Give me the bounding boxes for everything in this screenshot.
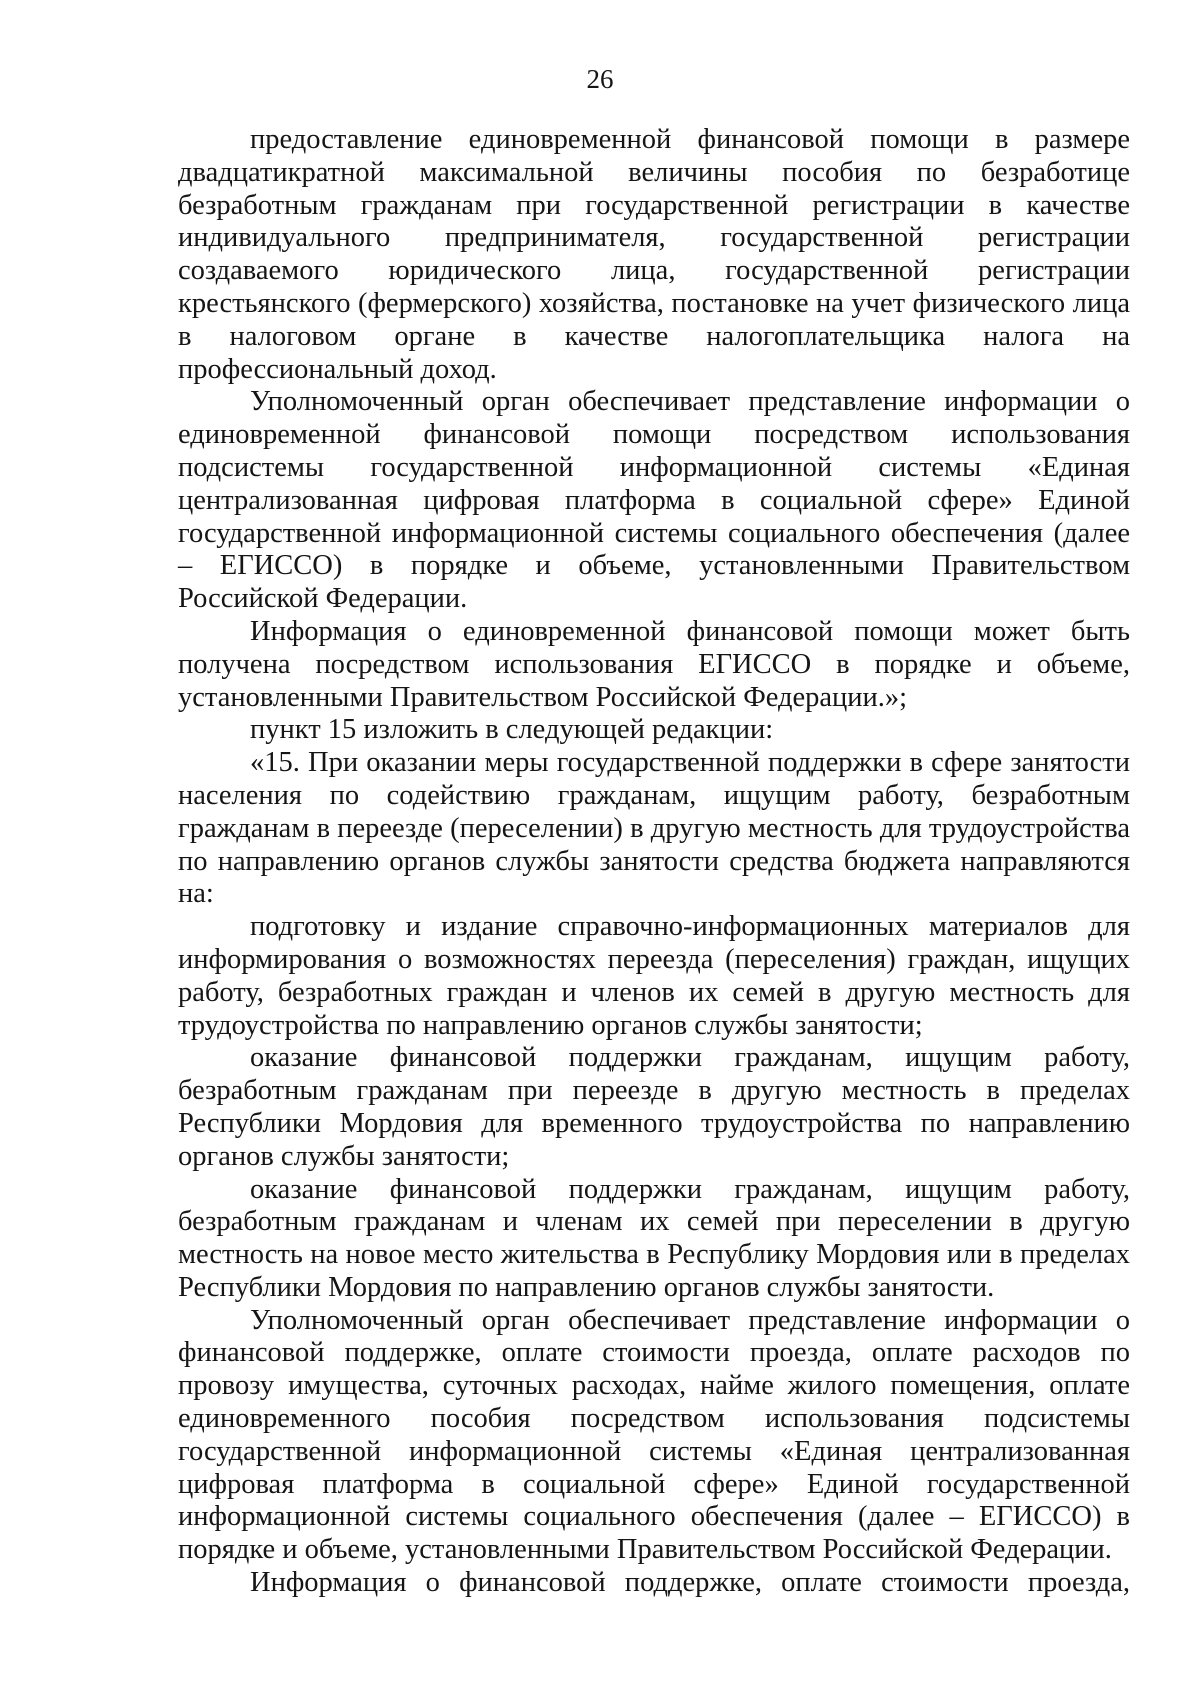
paragraph-information-materials: подготовку и издание справочно-информационных материалов для информирования о возможностях переезда (переселения) граждан, ищущих работу, безработных граждан и членов их семей в другую местность для трудоустройства по направлению органов службы занятости; (178, 911, 1130, 1041)
paragraph-continued-information: Информация о финансовой поддержке, оплате стоимости проезда, (250, 1567, 1130, 1599)
paragraph-clause-15-instruction: пункт 15 изложить в следующей редакции: (250, 714, 774, 746)
paragraph-resettlement-support: оказание финансовой поддержки гражданам, ищущим работу, безработным гражданам и членам их семей при переселении в другую местность на новое место жительства в Республику Мордовия или в пределах Республики Мордовия по направлению органов службы занятости. (178, 1173, 1130, 1303)
paragraph-egisso-lump-sum-access: Информация о единовременной финансовой помощи может быть получена посредством использования ЕГИССО в порядке и объеме, установленными Правительством Российской Федерации.»; (178, 615, 1130, 713)
paragraph-relocation-temporary-support: оказание финансовой поддержки гражданам, ищущим работу, безработным гражданам при переезде в другую местность в пределах Республики Мордовия для временного трудоустройства по направлению органов службы занятости; (178, 1042, 1130, 1172)
paragraph-lump-sum-assistance-list-item: предоставление единовременной финансовой помощи в размере двадцатикратной максимальной величины пособия по безработице безработным гражданам при государственной регистрации в качестве индивидуального предпринимателя, государственной регистрации создаваемого юридического лица, государственной регистрации крестьянского (фермерского) хозяйства, постановке на учет физического лица в налоговом органе в качестве налогоплательщика налога на профессиональный доход. (178, 124, 1130, 385)
paragraph-egisso-lump-sum-info: Уполномоченный орган обеспечивает представление информации о единовременной финансовой помощи посредством использования подсистемы государственной информационной системы «Единая централизованная цифровая платформа в социальной сфере» Единой государственной информационной системы социального обеспечения (далее – ЕГИССО) в порядке и объеме, установленными Правительством Российской Федерации. (178, 386, 1130, 615)
page-number: 26 (586, 64, 614, 94)
paragraph-clause-15-intro: «15. При оказании меры государственной поддержки в сфере занятости населения по содействию гражданам, ищущим работу, безработным гражданам в переезде (переселении) в другую местность для трудоустройства по направлению органов службы занятости средства бюджета направляются на: (178, 747, 1130, 910)
paragraph-egisso-financial-support-info: Уполномоченный орган обеспечивает представление информации о финансовой поддержке, оплате стоимости проезда, оплате расходов по провозу имущества, суточных расходах, найме жилого помещения, оплате единовременного пособия посредством использования подсистемы государственной информационной системы «Единая централизованная цифровая платформа в социальной сфере» Единой государственной информационной системы социального обеспечения (далее – ЕГИССО) в порядке и объеме, установленными Правительством Российской Федерации. (178, 1304, 1130, 1566)
document-body (178, 124, 1130, 1600)
